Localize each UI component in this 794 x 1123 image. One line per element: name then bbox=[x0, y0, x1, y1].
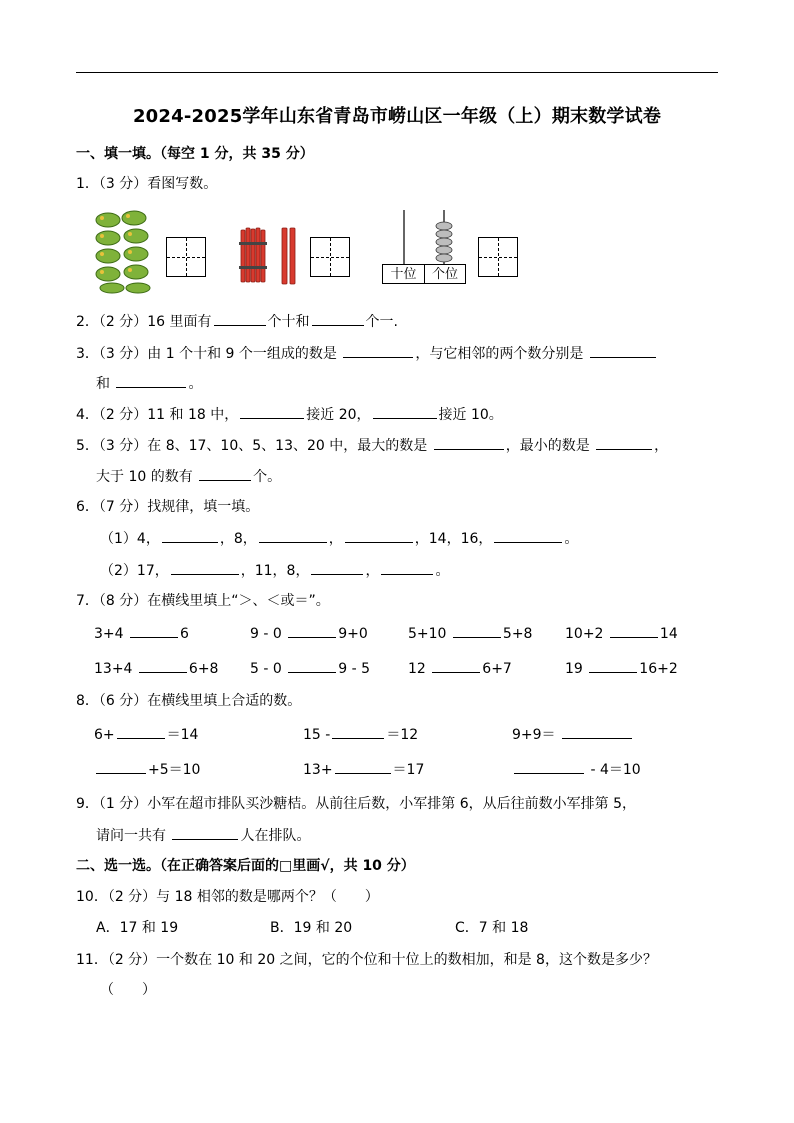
question-3 bbox=[76, 343, 658, 364]
q10-option-c[interactable]: C．7 和 18 bbox=[455, 920, 529, 936]
q8-e-left: 13+ bbox=[303, 762, 333, 778]
q7-item bbox=[408, 623, 532, 644]
q3-text-d: 。 bbox=[188, 376, 203, 392]
q8-c-left: 9+9＝ bbox=[512, 727, 556, 743]
q8-item-e bbox=[303, 759, 424, 780]
q6-p1-blank-3[interactable] bbox=[345, 528, 413, 543]
question-5 bbox=[76, 435, 668, 456]
q7-blank[interactable] bbox=[432, 658, 480, 673]
q4-text-a: 4．（2 分）11 和 18 中， bbox=[76, 407, 239, 423]
q6-p1-text-b: ，8， bbox=[219, 531, 257, 547]
q6-p2-blank-1[interactable] bbox=[171, 560, 239, 575]
q8-blank-b[interactable] bbox=[332, 724, 384, 739]
q3-blank-2[interactable] bbox=[590, 343, 656, 358]
q7-right: 9 - 5 bbox=[338, 661, 371, 677]
q7-blank[interactable] bbox=[288, 658, 336, 673]
q8-item-f bbox=[512, 759, 641, 780]
q8-b-right: ＝12 bbox=[386, 727, 419, 743]
question-9-cont bbox=[96, 825, 310, 846]
q5-blank-3[interactable] bbox=[199, 466, 251, 481]
q3-text-c: 和 bbox=[96, 376, 110, 392]
q8-blank-c[interactable] bbox=[562, 724, 632, 739]
q9-text-c: 人在排队。 bbox=[240, 828, 311, 844]
q5-text-a: 5．（3 分）在 8、17、10、5、13、20 中，最大的数是 bbox=[76, 438, 428, 454]
question-6: 6．（7 分）找规律，填一填。 bbox=[76, 499, 260, 515]
q7-right: 9+0 bbox=[338, 626, 368, 642]
q3-text-b: ，与它相邻的两个数分别是 bbox=[415, 346, 584, 362]
answer-grid-3[interactable] bbox=[478, 237, 518, 277]
q6-p2-text-a: （2）17， bbox=[100, 563, 169, 579]
q5-text-c: ， bbox=[654, 438, 669, 454]
abacus-tens-label: 十位 bbox=[382, 264, 425, 284]
q7-left: 13+4 bbox=[94, 661, 133, 677]
q6-p1-blank-1[interactable] bbox=[162, 528, 218, 543]
q8-b-left: 15 - bbox=[303, 727, 331, 743]
sticks-bundle-picture bbox=[238, 226, 300, 286]
q7-item bbox=[94, 623, 189, 644]
q6-p1-text-c: ， bbox=[328, 531, 343, 547]
q7-right: 16+2 bbox=[639, 661, 678, 677]
q3-text-a: 3．（3 分）由 1 个十和 9 个一组成的数是 bbox=[76, 346, 337, 362]
question-4 bbox=[76, 404, 503, 425]
q6-p1-text-e: 。 bbox=[564, 531, 579, 547]
question-1: 1．（3 分）看图写数。 bbox=[76, 176, 218, 192]
question-3-cont bbox=[96, 373, 202, 394]
q7-item bbox=[565, 623, 678, 644]
q10-option-b[interactable]: B．19 和 20 bbox=[270, 920, 353, 936]
q3-blank-3[interactable] bbox=[116, 373, 186, 388]
q2-blank-1[interactable] bbox=[214, 311, 266, 326]
q8-blank-d[interactable] bbox=[96, 759, 146, 774]
q6-p1-text-a: （1）4， bbox=[100, 531, 160, 547]
q6-p2-text-d: 。 bbox=[435, 563, 450, 579]
page-title: 2024-2025学年山东省青岛市崂山区一年级（上）期末数学试卷 bbox=[132, 106, 662, 127]
q9-text-b: 请问一共有 bbox=[96, 828, 166, 844]
q5-text-b: ，最小的数是 bbox=[505, 438, 590, 454]
q7-blank[interactable] bbox=[130, 623, 178, 638]
q8-a-right: ＝14 bbox=[166, 727, 199, 743]
q8-f-right: - 4＝10 bbox=[590, 762, 641, 778]
q2-blank-2[interactable] bbox=[312, 311, 364, 326]
q2-text-c: 个一. bbox=[365, 314, 398, 330]
q3-blank-1[interactable] bbox=[343, 343, 413, 358]
q2-text-b: 个十和 bbox=[267, 314, 310, 330]
q7-item bbox=[250, 623, 368, 644]
q7-left: 19 bbox=[565, 661, 583, 677]
question-8: 8．（6 分）在横线里填上合适的数。 bbox=[76, 693, 302, 709]
q7-blank[interactable] bbox=[453, 623, 501, 638]
question-6-part-2 bbox=[100, 560, 449, 581]
question-9: 9．（1 分）小军在超市排队买沙糖桔。从前往后数，小军排第 6，从后往前数小军排第 5， bbox=[76, 796, 636, 812]
question-2 bbox=[76, 311, 398, 332]
q8-blank-a[interactable] bbox=[117, 724, 165, 739]
q7-blank[interactable] bbox=[139, 658, 187, 673]
section-1-heading: 一、填一填。（每空 1 分，共 35 分） bbox=[76, 146, 314, 162]
q7-right: 6 bbox=[180, 626, 189, 642]
answer-grid-2[interactable] bbox=[310, 237, 350, 277]
q7-blank[interactable] bbox=[589, 658, 637, 673]
q7-right: 6+8 bbox=[188, 661, 219, 677]
q8-blank-f[interactable] bbox=[514, 759, 584, 774]
q7-right: 6+7 bbox=[482, 661, 512, 677]
q6-p1-text-d: ，14，16， bbox=[414, 531, 493, 547]
q8-item-a bbox=[94, 724, 198, 745]
q7-left: 5 - 0 bbox=[250, 661, 282, 677]
q8-item-b bbox=[303, 724, 418, 745]
q4-blank-1[interactable] bbox=[240, 404, 304, 419]
q8-a-left: 6+ bbox=[94, 727, 115, 743]
q7-left: 12 bbox=[408, 661, 426, 677]
q7-left: 9 - 0 bbox=[250, 626, 282, 642]
q8-e-right: ＝17 bbox=[392, 762, 425, 778]
q7-right: 14 bbox=[659, 626, 678, 642]
q5-text-e: 个。 bbox=[253, 469, 282, 485]
snakes-picture bbox=[94, 208, 156, 294]
q8-item-c bbox=[512, 724, 634, 745]
question-11: 11．（2 分）一个数在 10 和 20 之间，它的个位和十位上的数相加，和是 8，这个数是多少？ bbox=[76, 952, 657, 968]
q8-d-right: +5＝10 bbox=[148, 762, 201, 778]
q6-p2-text-c: ， bbox=[365, 563, 380, 579]
q7-item bbox=[250, 658, 370, 679]
abacus-picture bbox=[382, 208, 466, 264]
q7-left: 3+4 bbox=[94, 626, 124, 642]
q6-p1-blank-2[interactable] bbox=[259, 528, 327, 543]
q7-left: 5+10 bbox=[408, 626, 447, 642]
section-2-heading: 二、选一选。（在正确答案后面的□里画√，共 10 分） bbox=[76, 858, 415, 874]
q6-p2-blank-2[interactable] bbox=[311, 560, 363, 575]
q10-option-a[interactable]: A．17 和 19 bbox=[96, 920, 179, 936]
q8-blank-e[interactable] bbox=[335, 759, 391, 774]
q7-left: 10+2 bbox=[565, 626, 604, 642]
q11-answer-paren[interactable]: （ ） bbox=[100, 982, 156, 998]
question-6-part-1 bbox=[100, 528, 578, 549]
q7-item bbox=[94, 658, 218, 679]
q6-p1-blank-4[interactable] bbox=[494, 528, 562, 543]
q7-blank[interactable] bbox=[288, 623, 336, 638]
top-rule bbox=[76, 72, 718, 73]
q7-blank[interactable] bbox=[610, 623, 658, 638]
answer-grid-1[interactable] bbox=[166, 237, 206, 277]
q6-p2-text-b: ，11，8， bbox=[240, 563, 310, 579]
q6-p2-blank-3[interactable] bbox=[381, 560, 433, 575]
q4-text-b: 接近 20， bbox=[306, 407, 371, 423]
q2-text-a: 2．（2 分）16 里面有 bbox=[76, 314, 212, 330]
q8-item-d bbox=[94, 759, 200, 780]
q5-blank-1[interactable] bbox=[434, 435, 504, 450]
q5-text-d: 大于 10 的数有 bbox=[96, 469, 193, 485]
q9-blank[interactable] bbox=[172, 825, 238, 840]
question-5-cont bbox=[96, 466, 281, 487]
q7-item bbox=[408, 658, 512, 679]
q5-blank-2[interactable] bbox=[596, 435, 652, 450]
q4-blank-2[interactable] bbox=[373, 404, 437, 419]
q7-right: 5+8 bbox=[502, 626, 533, 642]
abacus-ones-label: 个位 bbox=[424, 264, 466, 284]
q7-item bbox=[565, 658, 678, 679]
q4-text-c: 接近 10。 bbox=[438, 407, 503, 423]
question-10: 10．（2 分）与 18 相邻的数是哪两个？（ ） bbox=[76, 889, 379, 905]
question-7: 7．（8 分）在横线里填上“＞、＜或＝”。 bbox=[76, 593, 330, 609]
